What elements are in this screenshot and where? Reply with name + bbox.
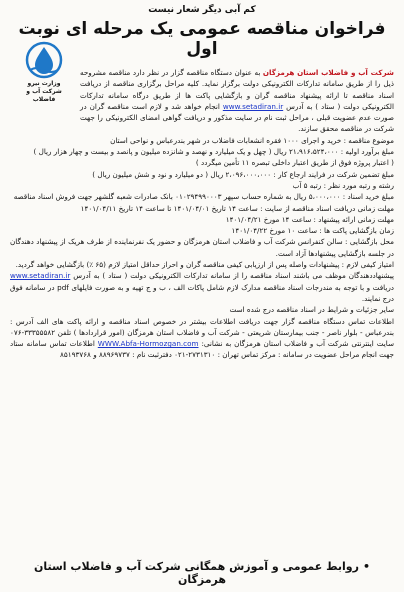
submission-note: [10, 270, 394, 304]
note-text-1: پیشنهاددهندگان موظف می باشند اسناد مناقصه را از سامانه تدارکات الکترونیکی دولت ( ستاد ) به آدرس: [70, 271, 394, 281]
slogan: کم آبی دیگر شعار نیست: [148, 5, 256, 15]
logo-line-1: وزارت نیرو: [27, 80, 61, 87]
water-drop-logo-icon: [22, 40, 66, 80]
estimated-amount: مبلغ برآورد اولیه : ۲۱،۹۱۶،۵۲۴،۰۰۰ ریال ( چهل و یک میلیارد و نهصد و شانزده میلیون و پانصد و بیست و چهار هزار ریال ): [33, 147, 394, 157]
notice-body: [10, 67, 394, 361]
quality-score: امتیاز کیفی لازم : پیشنهادات واصله پس از ارزیابی کیفی مناقصه گران و احراز حداقل امتیاز لازم (۶۵ ٪) بازگشایی خواهد گردید.: [15, 260, 394, 270]
contact-text-2: اطلاعات تماس سامانه ستاد جهت انجام مراحل عضویت در سامانه : مرکز تماس تهران : ۲۷۳۱۳۱۰-۰۲۱ دفترثبت نام : ۸۸۹۶۹۷۳۷ و ۸۵۱۹۳۷۶۸: [10, 339, 394, 360]
public-relations-footer: • روابط عمومی و آموزش همگانی شرکت آب و فاضلاب استان هرمزگان: [10, 560, 394, 586]
document-deadline: مهلت زمانی دریافت اسناد مناقصه از سایت : ساعت ۱۴ تاریخ ۱۴۰۱/۰۴/۰۱ تا ساعت ۱۴ تاریخ ۱۴۰۱/۰۴/۱۱: [80, 203, 394, 213]
notice-title: فراخوان مناقصه عمومی یک مرحله ای نوبت اول: [18, 19, 386, 59]
document-price: مبلغ خرید اسناد : ۵،۰۰۰،۰۰۰ ریال به شماره حساب سپهر ۰۱۰۲۹۴۹۹۰۰۰۳ بانک صادرات شعبه گلشهر جهت فروش اسناد مناقصه: [13, 192, 394, 202]
submission-deadline: مهلت زمانی ارائه پیشنهاد : ساعت ۱۴ مورخ ۱۴۰۱/۰۴/۲۱: [225, 214, 394, 224]
funding-note: ( اعتبار پروژه فوق از طریق اعتبار داخلی تبصره ۱۱ تأمین میگردد ): [195, 158, 394, 168]
company-website-link[interactable]: WWW.Abfa-Hormozgan.com: [97, 339, 199, 349]
setad-link-1[interactable]: www.setadiran.ir: [222, 101, 284, 111]
required-grade: رشته و رتبه مورد نظر : رتبه ۵ آب: [292, 180, 394, 190]
opening-location: محل بازگشایی : سالن کنفرانس شرکت آب و فاضلاب استان هرمزگان و حضور یک نفرنماینده از طرف هریک از پیشنهاد دهندگان در جلسه بازگشایی پیشنهادها آزاد است.: [10, 237, 394, 258]
contact-text-1: اطلاعات تماس دستگاه مناقصه گزار جهت دریافت اطلاعات بیشتر در خصوص اسناد مناقصه و ارائه پاکت های الف آدرس : بندرعباس - بلوار ناصر - جنب بیمارستان شریعتی - شرکت آب و فاضلاب استان هرمزگان (امور قراردادها ) تلفن ۳۳۳۵۵۵۸۲-۰۷۶ سایت اینترنتی شرکت آب و فاضلاب استان هرمزگان به نشانی:: [10, 316, 394, 349]
note-text-2: دریافت و با توجه به مندرجات اسناد مناقصه مدارک لازم شامل پاکات الف ، ب و ج تهیه و به صورت فایلهای pdf در سامانه فوق درج نمایند.: [10, 282, 395, 303]
organization-name: شرکت آب و فاضلاب استان هرمزگان: [262, 68, 394, 77]
contact-info: [10, 316, 394, 361]
intro-text-3: انجام خواهد شد و لازم است مناقصه گران در صورت عدم عضویت قبلی ، مراحل ثبت نام در سایت مذکور و دریافت گواهی امضای الکترونیکی را جهت شرکت در مناقصه محقق سازند.: [80, 101, 394, 134]
logo-line-2: شرکت آب و فاضلاب: [26, 88, 62, 103]
intro-text-2: کلیه مراحل برگزاری مناقصه از دریافت اسناد مناقصه تا ارائه پیشنهاد مناقصه گران و بازگشایی پاکت ها از طریق درگاه سامانه تدارکات الکترونیکی دولت ( ستاد ) به آدرس: [80, 79, 394, 111]
other-details: سایر جزئیات و شرایط در اسناد مناقصه درج شده است: [229, 305, 394, 315]
opening-time: زمان بازگشایی پاکت ها : ساعت ۱۰ مورخ ۱۴۰۱/۰۴/۲۲: [231, 226, 394, 236]
tender-subject: موضوع مناقصه : خرید و اجرای ۱۰۰۰ فقره انشعابات فاضلاب در شهر بندرعباس و نواحی استان: [110, 135, 394, 145]
setad-link-2[interactable]: www.setadiran.ir: [10, 271, 71, 281]
company-logo: [14, 40, 74, 104]
intro-text-1: به عنوان دستگاه مناقصه گزار در نظر دارد مناقصه مشروحه ذیل را از طریق سامانه تدارکات الکترونیکی دولت برگزار نماید.: [80, 68, 394, 89]
guarantee-amount: مبلغ تضمین شرکت در فرایند ارجاع کار : ۲،۰۹۶،۰۰۰،۰۰۰ ریال ( دو میلیارد و نود و شش میلیون ریال ): [92, 169, 394, 179]
